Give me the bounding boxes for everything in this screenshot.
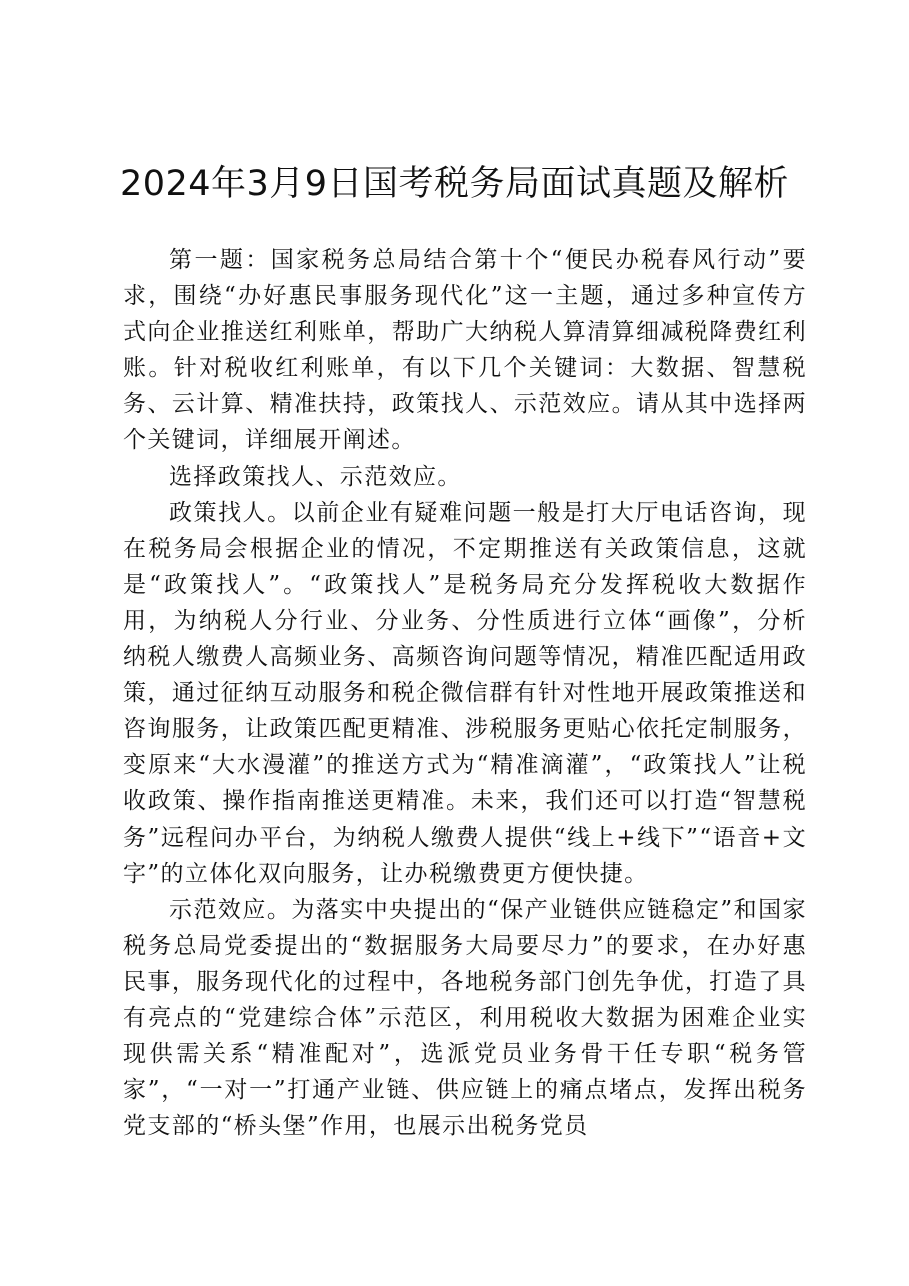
document-title: 2024年3月9日国考税务局面试真题及解析 xyxy=(119,164,790,204)
document-body xyxy=(123,242,807,1144)
paragraph-question: 第一题：国家税务总局结合第十个“便民办税春风行动”要求，围绕“办好惠民事服务现代化”这一主题，通过多种宣传方式向企业推送红利账单，帮助广大纳税人算清算细减税降费红利账。针对税收红利账单，有以下几个关键词：大数据、智慧税务、云计算、精准扶持，政策找人、示范效应。请从其中选择两个关键词，详细展开阐述。 xyxy=(123,247,807,454)
paragraph-demonstration-effect: 示范效应。为落实中央提出的“保产业链供应链稳定”和国家税务总局党委提出的“数据服务大局要尽力”的要求，在办好惠民事，服务现代化的过程中，各地税务部门创先争优，打造了具有亮点的“党建综合体”示范区，利用税收大数据为困难企业实现供需关系“精准配对”，选派党员业务骨干任专职“税务管家”，“一对一”打通产业链、供应链上的痛点堵点，发挥出税务党支部的“桥头堡”作用，也展示出税务党员 xyxy=(123,896,807,1140)
paragraph-choice: 选择政策找人、示范效应。 xyxy=(169,463,462,490)
paragraph-policy-finds-people: 政策找人。以前企业有疑难问题一般是打大厅电话咨询，现在税务局会根据企业的情况，不定期推送有关政策信息，这就是“政策找人”。“政策找人”是税务局充分发挥税收大数据作用，为纳税人分行业、分业务、分性质进行立体“画像”，分析纳税人缴费人高频业务、高频咨询问题等情况，精准匹配适用政策，通过征纳互动服务和税企微信群有针对性地开展政策推送和咨询服务，让政策匹配更精准、涉税服务更贴心依托定制服务，变原来“大水漫灌”的推送方式为“精准滴灌”，“政策找人”让税收政策、操作指南推送更精准。未来，我们还可以打造“智慧税务”远程问办平台，为纳税人缴费人提供“线上+线下”“语音+文字”的立体化双向服务，让办税缴费更方便快捷。 xyxy=(123,499,807,887)
